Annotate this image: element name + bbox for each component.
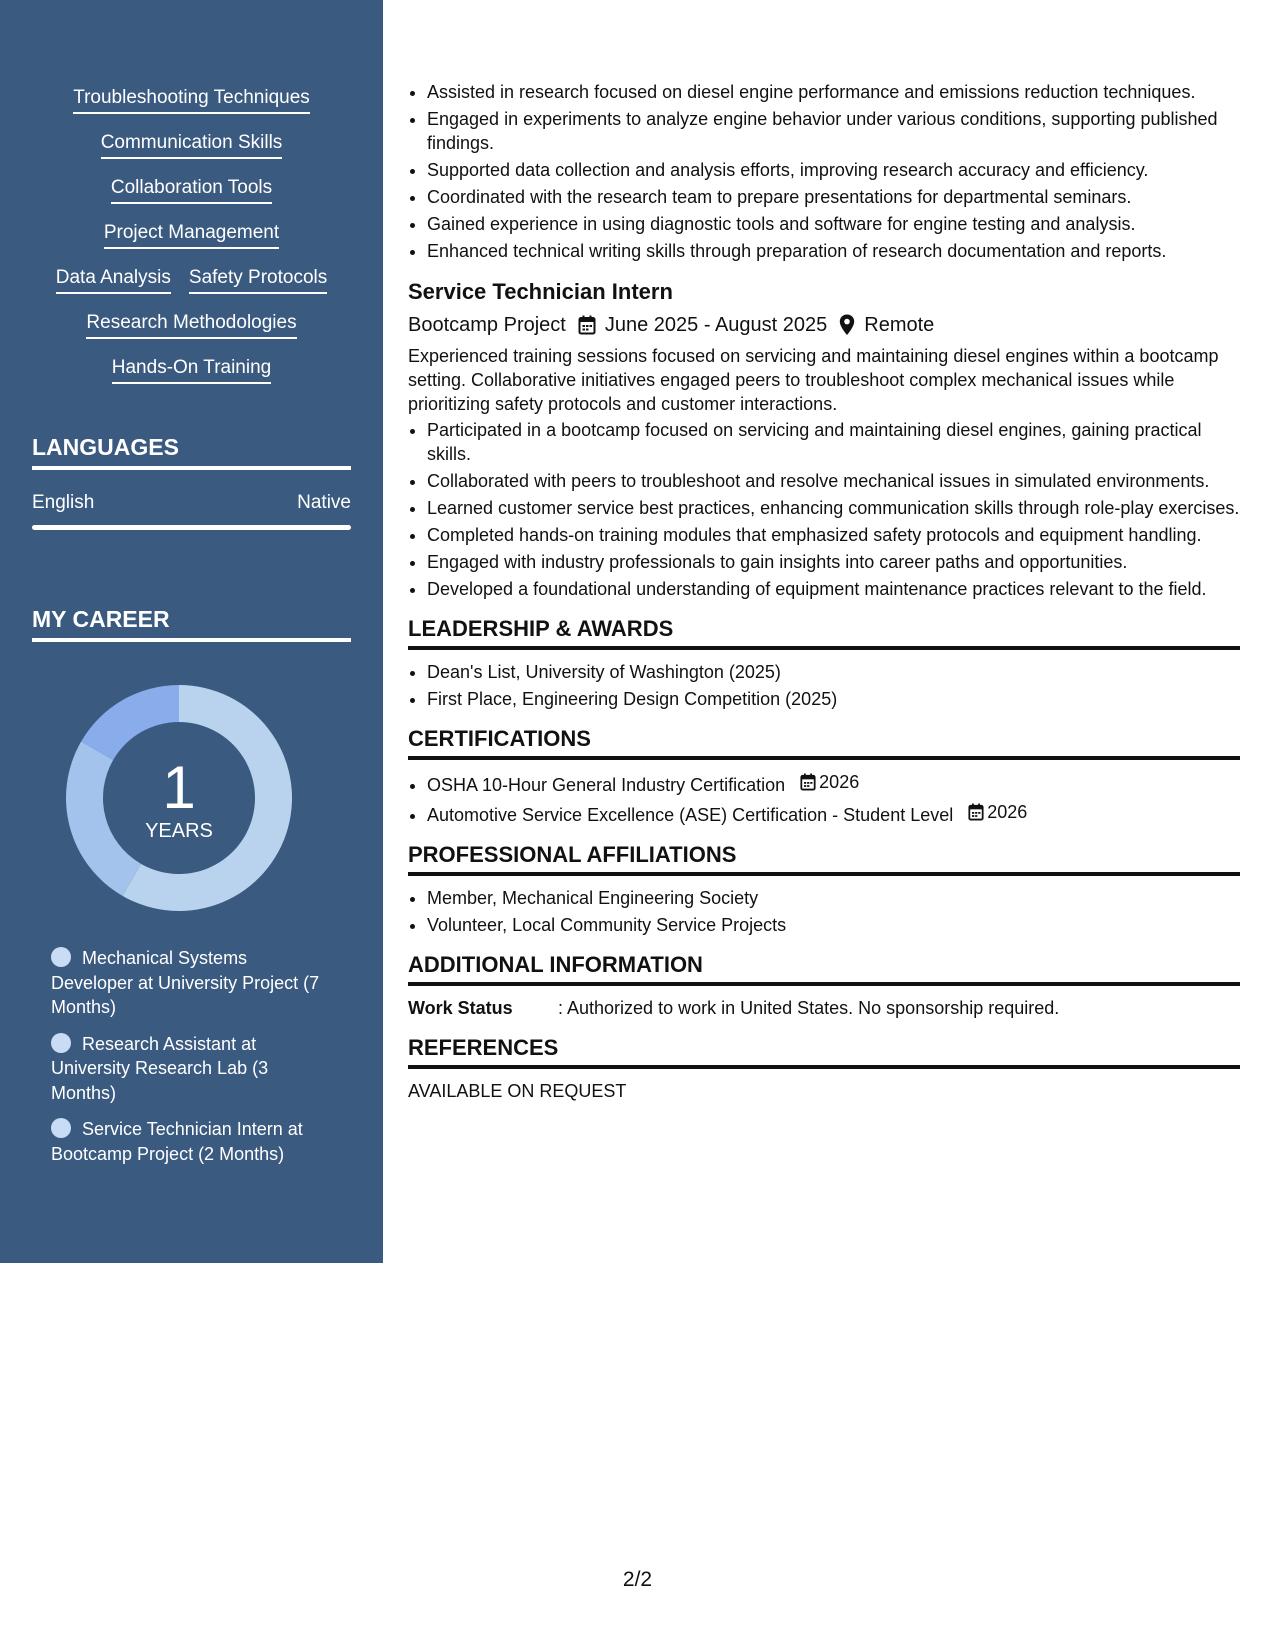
language-name: English [32,492,95,513]
language-row [32,492,351,514]
list-item [427,800,1240,827]
cert-year-wrap [800,770,859,794]
calendar-icon [578,315,596,335]
list-item [427,770,1240,797]
list-item: • Learned customer service best practices, enhancing communication skills through role-play exercises. [427,496,1240,520]
cert-name: Automotive Service Excellence (ASE) Certification - Student Level [427,805,954,825]
job-location: Remote [864,314,935,336]
career-dot-icon [51,1033,71,1053]
page-number: 2/2 [622,1568,653,1591]
skill-row [101,131,283,176]
job-bullets [408,418,1240,601]
skill-row [73,86,310,131]
skills-list [0,86,383,401]
career-item-text: Mechanical Systems Developer at University Project (7 Months) [51,948,320,1017]
skill-tag: Collaboration Tools [111,176,272,204]
language-proficiency-bar [32,525,351,530]
list-item: • Gained experience in using diagnostic tools and software for engine testing and analysis. [427,212,1240,236]
language-level: Native [297,492,351,513]
career-total-unit: YEARS [145,820,213,842]
career-dot-icon [51,947,71,967]
career-item [51,1032,331,1106]
calendar-icon [968,803,984,821]
sidebar [0,0,383,1263]
list-item: • Supported data collection and analysis efforts, improving research accuracy and efficiency. [427,158,1240,182]
affiliations-list [408,886,1240,937]
job-description: Experienced training sessions focused on servicing and maintaining diesel engines within a bootcamp setting. Collaborative initiatives engaged peers to troubleshoot complex mechanical issues while prioritizing safety protocols and customer interactions. [408,346,1219,414]
list-item: • Assisted in research focused on diesel engine performance and emissions reduction techniques. [427,80,1240,104]
list-item: • Enhanced technical writing skills through preparation of research documentation and reports. [427,239,1240,263]
skill-row [111,176,272,221]
career-item-text: Service Technician Intern at Bootcamp Project (2 Months) [51,1119,303,1164]
work-status-row [408,996,1240,1020]
list-item: • Engaged in experiments to analyze engine behavior under various conditions, supporting published findings. [427,107,1240,155]
skill-tag: Safety Protocols [189,266,327,294]
references-heading: REFERENCES [408,1034,1240,1069]
career-dot-icon [51,1118,71,1138]
list-item: • Dean's List, University of Washington (2025) [427,660,1240,684]
skill-tag: Troubleshooting Techniques [73,86,310,114]
career-donut-segment-3 [81,685,179,760]
skill-row [86,311,296,356]
previous-job-bullets [408,80,1240,263]
certifications-heading: CERTIFICATIONS [408,725,1240,760]
calendar-icon [800,773,816,791]
cert-year: 2026 [987,802,1028,822]
job-company: Bootcamp Project [408,314,566,336]
skill-row [104,221,279,266]
career-item [51,946,331,1020]
leadership-heading: LEADERSHIP & AWARDS [408,615,1240,650]
career-item-text: Research Assistant at University Research Lab (3 Months) [51,1033,269,1103]
work-status-value: : Authorized to work in United States. No sponsorship required. [558,998,1060,1018]
skill-tag: Communication Skills [101,131,283,159]
list-item: • Member, Mechanical Engineering Society [427,886,1240,910]
references-text: AVAILABLE ON REQUEST [408,1081,627,1101]
job-title: Service Technician Intern [408,279,673,304]
list-item: • Coordinated with the research team to prepare presentations for departmental seminars. [427,185,1240,209]
skill-tag: Data Analysis [56,266,171,294]
list-item: • Developed a foundational understanding of equipment maintenance practices relevant to the field. [427,577,1240,601]
skill-row [56,266,327,311]
work-status-label: Work Status [408,998,513,1018]
list-item: • Collaborated with peers to troubleshoot and resolve mechanical issues in simulated environments. [427,469,1240,493]
list-item: • Participated in a bootcamp focused on servicing and maintaining diesel engines, gaining practical skills. [427,418,1240,466]
cert-name: OSHA 10-Hour General Industry Certification [427,775,786,795]
skill-tag: Hands-On Training [112,356,271,384]
cert-year-wrap [968,800,1027,824]
additional-info-heading: ADDITIONAL INFORMATION [408,951,1240,986]
career-item [51,1117,331,1166]
skill-tag: Project Management [104,221,279,249]
list-item: • Volunteer, Local Community Service Projects [427,913,1240,937]
list-item: • Engaged with industry professionals to gain insights into career paths and opportunities. [427,550,1240,574]
career-heading: MY CAREER [32,604,351,642]
skill-tag: Research Methodologies [86,311,296,339]
leadership-list [408,660,1240,711]
certifications-list [408,770,1240,827]
list-item: • First Place, Engineering Design Competition (2025) [427,687,1240,711]
skill-row [112,356,271,401]
affiliations-heading: PROFESSIONAL AFFILIATIONS [408,841,1240,876]
job-meta [408,311,1240,339]
main-content [408,80,1240,1103]
languages-heading: LANGUAGES [32,432,351,470]
career-total-value: 1 [162,754,196,821]
list-item: • Completed hands-on training modules that emphasized safety protocols and equipment handling. [427,523,1240,547]
location-pin-icon [839,314,855,336]
career-list [51,946,331,1178]
cert-year: 2026 [819,772,860,792]
job-dates: June 2025 - August 2025 [604,314,828,336]
